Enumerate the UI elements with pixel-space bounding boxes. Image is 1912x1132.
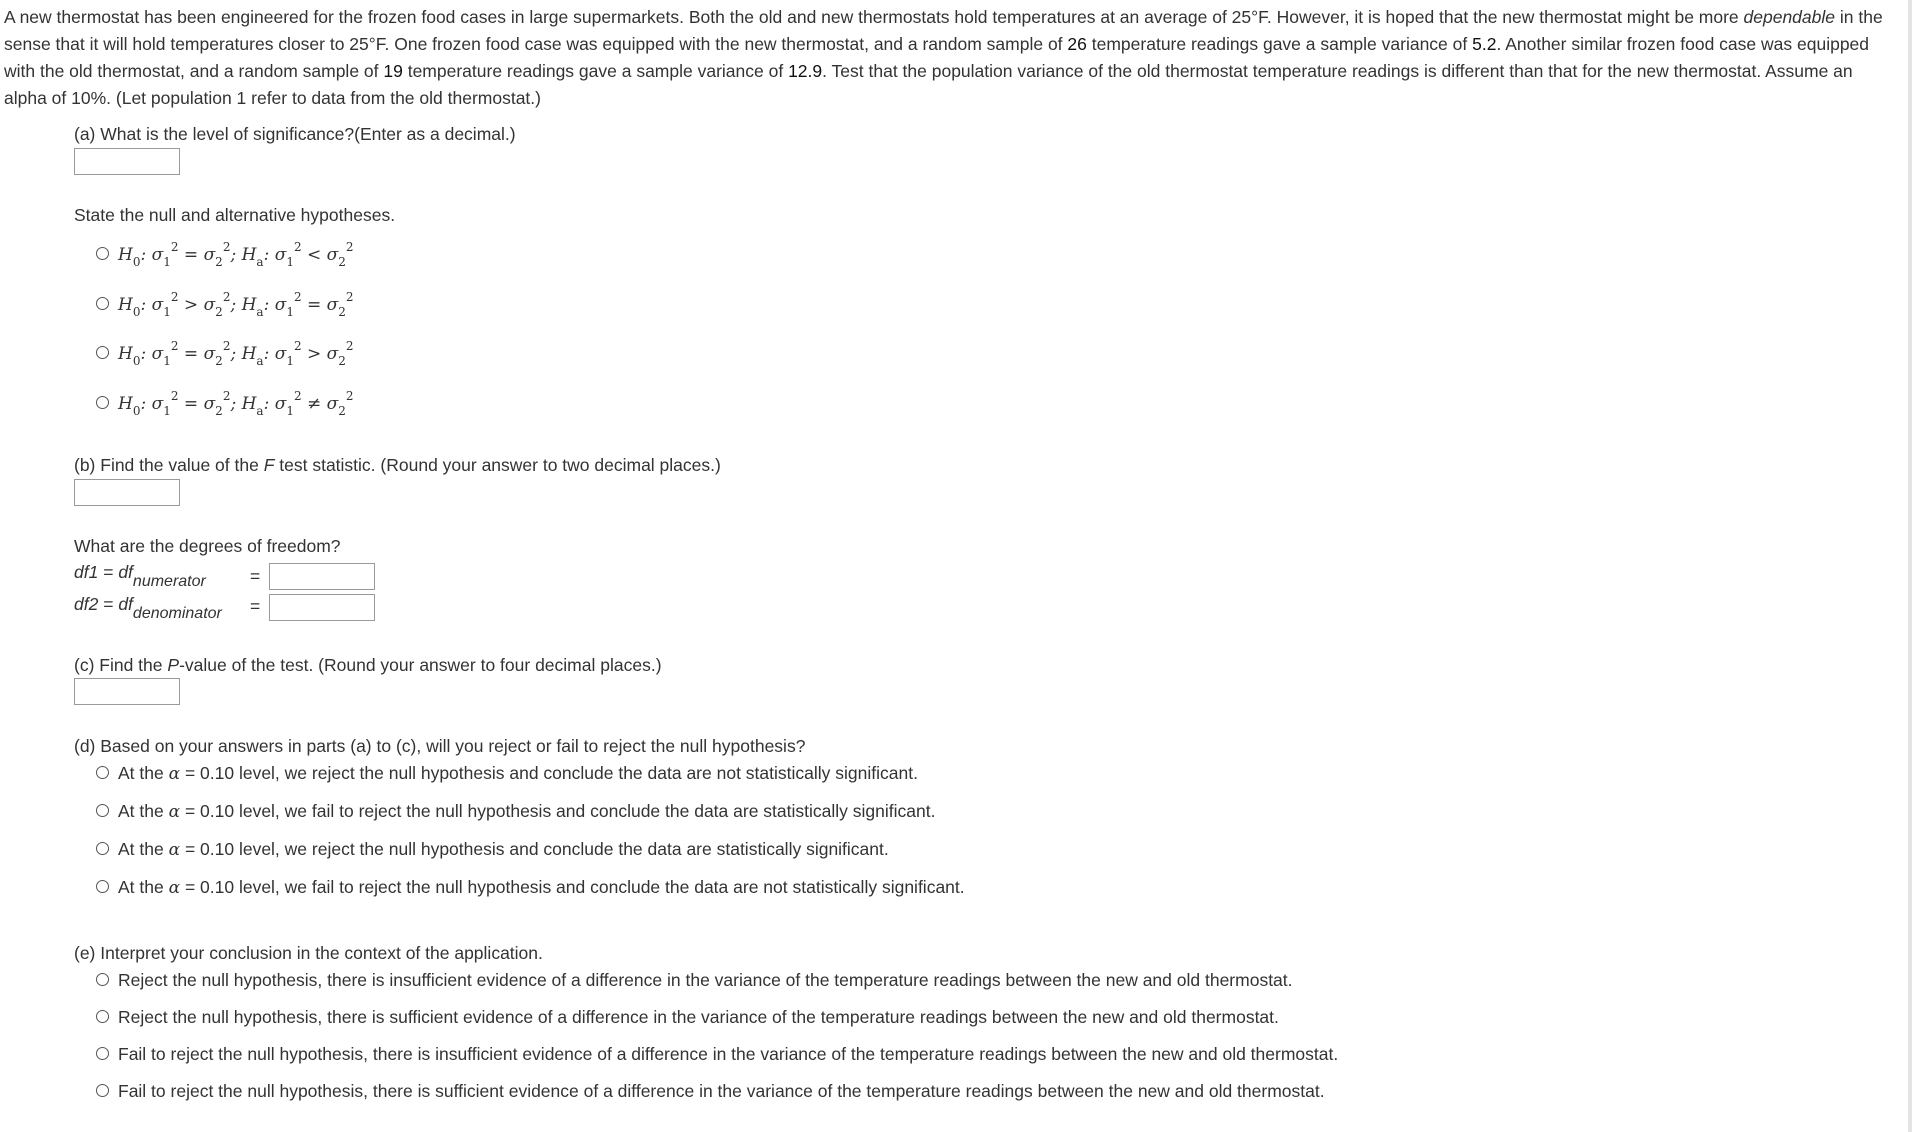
problem-text: A new thermostat has been engineered for the frozen food cases in large supermarkets. Both the old and new thermostats hold temperatures at an average of 25°F. However, it is hoped that the new thermostat might be more	[4, 7, 1744, 27]
alpha-symbol: α	[168, 802, 181, 822]
equals-sign: =	[250, 596, 261, 616]
radio-button[interactable]	[96, 1047, 109, 1060]
squared-superscript: 2	[170, 339, 179, 353]
part-a-question: (a) What is the level of significance?(Enter as a decimal.)	[74, 124, 516, 144]
null-relation: =	[183, 244, 199, 265]
colon: :	[140, 343, 147, 364]
decision-option-1[interactable]	[96, 759, 918, 787]
h-symbol: H	[118, 244, 133, 265]
question-variable: P	[167, 655, 180, 675]
radio-button[interactable]	[96, 804, 109, 817]
equals-sign: =	[103, 594, 114, 614]
squared-superscript: 2	[222, 290, 231, 304]
sigma-symbol: σ	[274, 343, 287, 364]
decision-option-4[interactable]	[96, 873, 965, 901]
sample-variance-old: 12.9	[788, 61, 823, 81]
h-symbol: H	[118, 343, 133, 364]
colon: :	[263, 393, 270, 414]
problem-text: in the sense that it will hold temperatures closer to 25°F. One frozen food case was equipped with the new thermostat, and a random sample of	[4, 7, 1883, 54]
null-relation: >	[183, 294, 199, 315]
problem-emphasis: dependable	[1743, 7, 1835, 27]
option-text: Fail to reject the null hypothesis, there is sufficient evidence of a difference in the variance of the temperature readings between the new and old thermostat.	[118, 1081, 1325, 1101]
colon: :	[140, 393, 147, 414]
sample-variance-new: 5.2	[1472, 34, 1497, 54]
decision-option-3[interactable]	[96, 835, 889, 863]
numerator-subscript: numerator	[132, 573, 206, 590]
radio-button[interactable]	[96, 396, 109, 409]
alt-relation: >	[307, 343, 322, 364]
interpretation-option-4[interactable]	[96, 1077, 1325, 1105]
null-subscript: 0	[132, 255, 141, 270]
problem-text: . Another similar frozen food case was equipped with the old thermostat, and a random sample of	[4, 34, 1870, 81]
hypothesis-option-1[interactable]	[96, 235, 354, 270]
alt-relation: ≠	[307, 393, 322, 414]
df2-row	[74, 594, 261, 624]
sigma-symbol: σ	[203, 343, 216, 364]
semicolon: ;	[230, 393, 237, 414]
option-text: = 0.10 level, we reject the null hypothesis and conclude the data are statistically significant.	[180, 839, 889, 859]
option-text: At the	[118, 801, 169, 821]
pop-subscript: 1	[286, 305, 294, 320]
semicolon: ;	[230, 294, 237, 315]
sigma-symbol: σ	[274, 244, 287, 265]
pop-subscript: 2	[338, 354, 346, 369]
pop-subscript: 2	[338, 404, 346, 419]
null-subscript: 0	[132, 354, 141, 369]
sigma-symbol: σ	[203, 393, 216, 414]
null-relation: =	[183, 343, 199, 364]
h-symbol: H	[241, 343, 257, 364]
p-value-input[interactable]	[74, 678, 180, 705]
colon: :	[263, 244, 270, 265]
null-subscript: 0	[132, 404, 141, 419]
squared-superscript: 2	[345, 339, 354, 353]
sigma-symbol: σ	[326, 393, 339, 414]
interpretation-option-1[interactable]	[96, 966, 1293, 994]
pop-subscript: 1	[163, 354, 171, 369]
problem-statement	[4, 4, 1884, 112]
df2-label: df2	[74, 594, 99, 614]
sigma-symbol: σ	[274, 393, 287, 414]
sample-size-new: 26	[1067, 34, 1087, 54]
pop-subscript: 1	[163, 305, 171, 320]
radio-button[interactable]	[96, 247, 109, 260]
squared-superscript: 2	[293, 290, 302, 304]
h-symbol: H	[241, 294, 257, 315]
squared-superscript: 2	[222, 389, 231, 403]
radio-button[interactable]	[96, 880, 109, 893]
hypothesis-option-4[interactable]	[96, 384, 354, 419]
question-text: (b) Find the value of the	[74, 455, 264, 475]
option-text: At the	[118, 877, 169, 897]
radio-button[interactable]	[96, 973, 109, 986]
option-text: At the	[118, 839, 169, 859]
squared-superscript: 2	[293, 339, 302, 353]
sample-size-old: 19	[383, 61, 403, 81]
option-text: = 0.10 level, we reject the null hypothesis and conclude the data are not statistically significant.	[180, 763, 918, 783]
null-relation: =	[183, 393, 199, 414]
alt-relation: =	[307, 294, 322, 315]
sigma-symbol: σ	[326, 294, 339, 315]
denominator-subscript: denominator	[132, 605, 222, 622]
pop-subscript: 2	[215, 354, 223, 369]
pop-subscript: 2	[338, 255, 346, 270]
part-d-question: (d) Based on your answers in parts (a) to (c), will you reject or fail to reject the null hypothesis?	[74, 736, 806, 756]
squared-superscript: 2	[293, 240, 302, 254]
pop-subscript: 2	[215, 404, 223, 419]
h-symbol: H	[118, 393, 133, 414]
h-symbol: H	[241, 393, 257, 414]
equals-sign: =	[250, 566, 261, 586]
pop-subscript: 1	[163, 404, 171, 419]
option-text: At the	[118, 763, 169, 783]
option-text: Fail to reject the null hypothesis, there is insufficient evidence of a difference in the variance of the temperature readings between the new and old thermostat.	[118, 1044, 1339, 1064]
alpha-symbol: α	[168, 764, 181, 784]
squared-superscript: 2	[345, 389, 354, 403]
hypothesis-expression	[118, 389, 354, 419]
df-symbol: df	[118, 562, 133, 582]
dof-prompt: What are the degrees of freedom?	[74, 536, 341, 556]
hypothesis-expression	[118, 240, 354, 270]
squared-superscript: 2	[170, 290, 179, 304]
squared-superscript: 2	[170, 389, 179, 403]
question-text: -value of the test. (Round your answer to four decimal places.)	[179, 655, 662, 675]
squared-superscript: 2	[345, 290, 354, 304]
df2-input[interactable]	[269, 594, 375, 621]
squared-superscript: 2	[345, 240, 354, 254]
radio-button[interactable]	[96, 1084, 109, 1097]
question-text: (c) Find the	[74, 655, 168, 675]
sigma-symbol: σ	[151, 244, 164, 265]
alt-subscript: a	[256, 305, 264, 320]
sigma-symbol: σ	[203, 294, 216, 315]
sigma-symbol: σ	[203, 244, 216, 265]
f-statistic-input[interactable]	[74, 479, 180, 506]
question-text: test statistic. (Round your answer to two decimal places.)	[274, 455, 721, 475]
hypothesis-expression	[118, 290, 354, 320]
sigma-symbol: σ	[274, 294, 287, 315]
part-b-question	[74, 453, 721, 477]
h-symbol: H	[241, 244, 257, 265]
decision-option-2[interactable]	[96, 797, 935, 825]
hypothesis-expression	[118, 339, 354, 369]
question-variable: F	[263, 455, 275, 475]
pop-subscript: 1	[286, 354, 294, 369]
pop-subscript: 1	[286, 404, 294, 419]
alpha-symbol: α	[168, 840, 181, 860]
semicolon: ;	[230, 343, 237, 364]
radio-button[interactable]	[96, 1010, 109, 1023]
squared-superscript: 2	[222, 339, 231, 353]
alt-relation: <	[307, 244, 322, 265]
df-symbol: df	[118, 594, 133, 614]
sigma-symbol: σ	[326, 244, 339, 265]
scrollbar[interactable]	[1908, 0, 1912, 1132]
option-text: Reject the null hypothesis, there is insufficient evidence of a difference in the variance of the temperature readings between the new and old thermostat.	[118, 970, 1293, 990]
hypothesis-option-3[interactable]	[96, 334, 354, 369]
alt-subscript: a	[256, 354, 264, 369]
squared-superscript: 2	[170, 240, 179, 254]
problem-text: temperature readings gave a sample variance of	[1086, 34, 1473, 54]
df1-input[interactable]	[269, 563, 375, 590]
colon: :	[140, 294, 147, 315]
sigma-symbol: σ	[151, 294, 164, 315]
h-symbol: H	[118, 294, 133, 315]
alt-subscript: a	[256, 255, 264, 270]
df1-row	[74, 562, 261, 592]
pop-subscript: 2	[215, 255, 223, 270]
alt-subscript: a	[256, 404, 264, 419]
interpretation-option-3[interactable]	[96, 1040, 1338, 1068]
radio-button[interactable]	[96, 346, 109, 359]
alpha-symbol: α	[168, 878, 181, 898]
sigma-symbol: σ	[326, 343, 339, 364]
part-e-question: (e) Interpret your conclusion in the context of the application.	[74, 943, 543, 963]
interpretation-option-2[interactable]	[96, 1003, 1279, 1031]
colon: :	[263, 294, 270, 315]
colon: :	[263, 343, 270, 364]
radio-button[interactable]	[96, 842, 109, 855]
squared-superscript: 2	[293, 389, 302, 403]
significance-level-input[interactable]	[74, 148, 180, 175]
sigma-symbol: σ	[151, 393, 164, 414]
df1-label: df1	[74, 562, 99, 582]
pop-subscript: 1	[286, 255, 294, 270]
part-c-question	[74, 653, 662, 677]
colon: :	[140, 244, 147, 265]
problem-text: temperature readings gave a sample variance of	[402, 61, 789, 81]
null-subscript: 0	[132, 305, 141, 320]
pop-subscript: 2	[215, 305, 223, 320]
option-text: Reject the null hypothesis, there is sufficient evidence of a difference in the variance of the temperature readings between the new and old thermostat.	[118, 1007, 1279, 1027]
radio-button[interactable]	[96, 766, 109, 779]
pop-subscript: 1	[163, 255, 171, 270]
hypotheses-prompt: State the null and alternative hypotheses.	[74, 205, 396, 225]
pop-subscript: 2	[338, 305, 346, 320]
hypothesis-option-2[interactable]	[96, 285, 354, 320]
squared-superscript: 2	[222, 240, 231, 254]
radio-button[interactable]	[96, 297, 109, 310]
option-text: = 0.10 level, we fail to reject the null hypothesis and conclude the data are statistically significant.	[180, 801, 936, 821]
problem-text: . Test that the population variance of the old thermostat temperature readings is different than that for the new thermostat. Assume an alpha of 10%. (Let population 1 refer to data from the old thermostat.)	[4, 61, 1853, 108]
sigma-symbol: σ	[151, 343, 164, 364]
semicolon: ;	[230, 244, 237, 265]
equals-sign: =	[103, 562, 114, 582]
option-text: = 0.10 level, we fail to reject the null hypothesis and conclude the data are not statistically significant.	[180, 877, 965, 897]
